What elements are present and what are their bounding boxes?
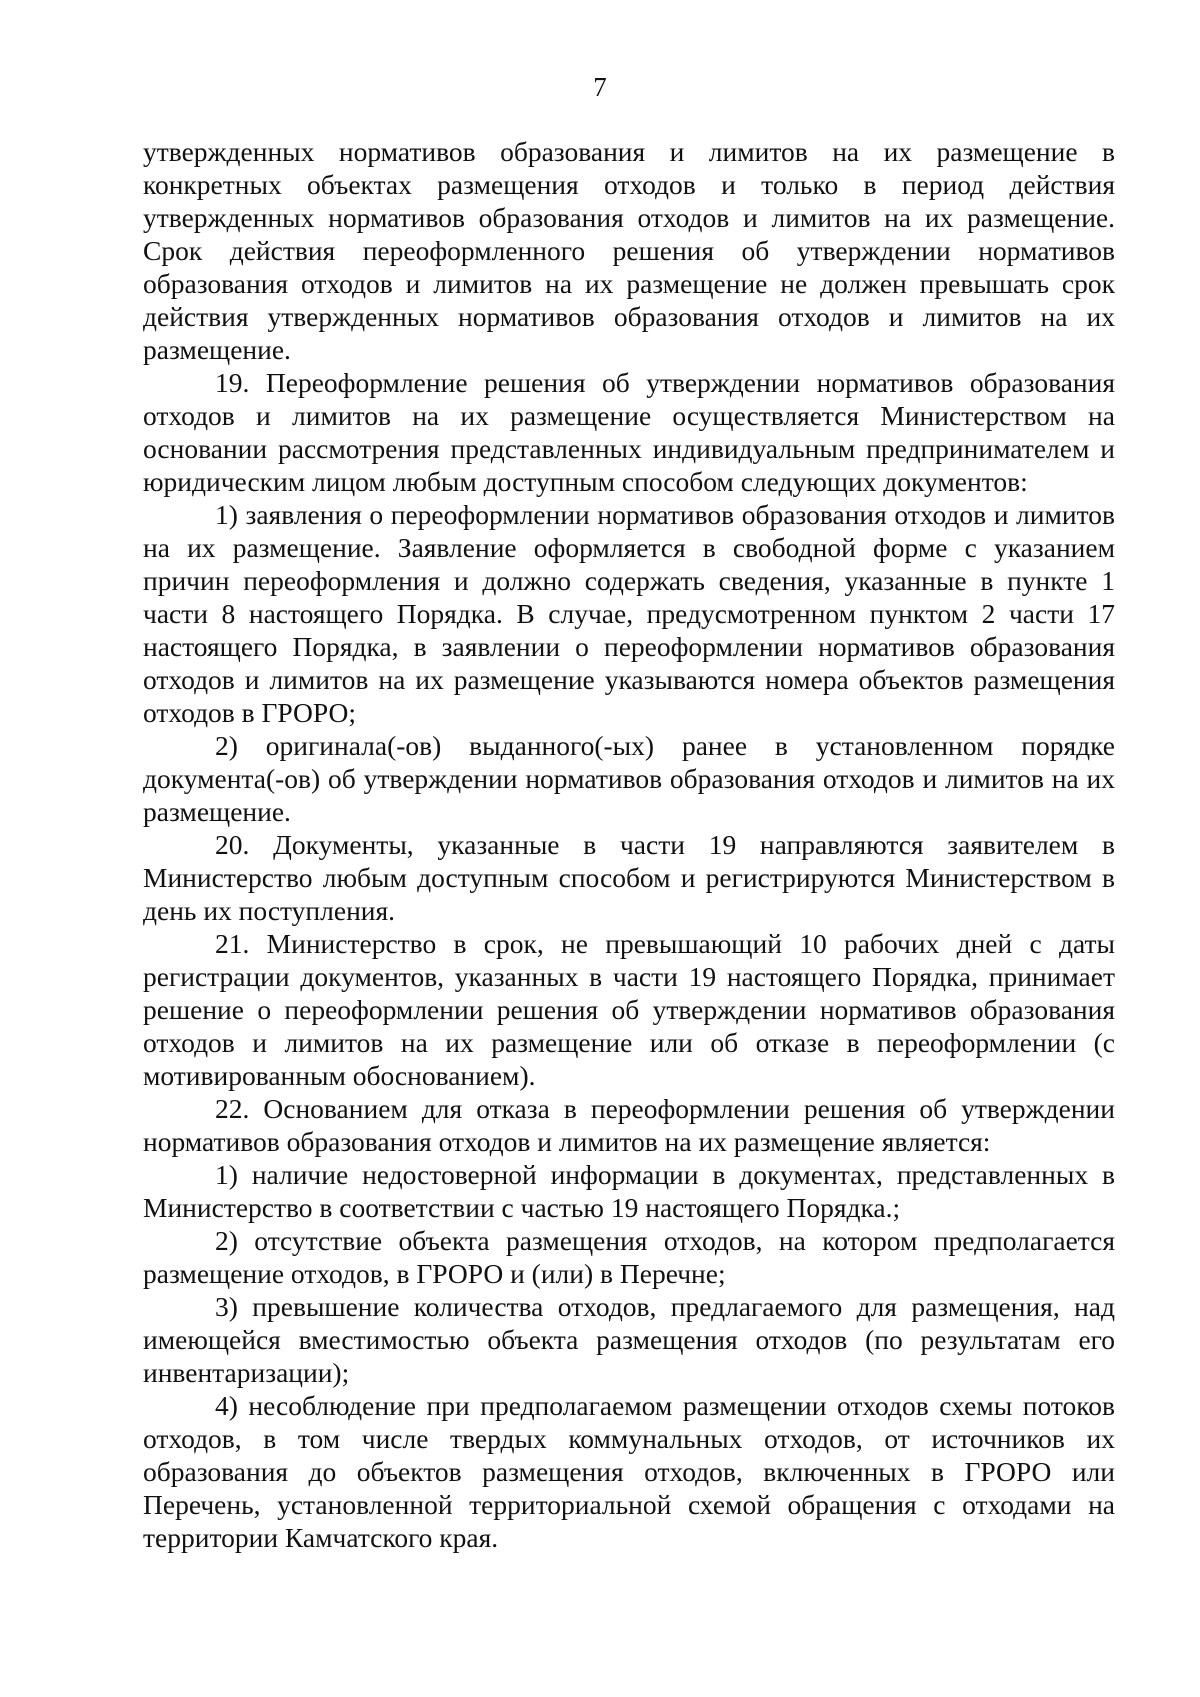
paragraph-22-item-4: 4) несоблюдение при предполагаемом размещении отходов схемы потоков отходов, в том числе твердых коммунальных отходов, от источников их образования до объектов размещения отходов, включенных в ГРОРО или Перечень, установленной территориальной схемой обращения с отходами на территории Камчатского края. <box>143 1390 1115 1553</box>
paragraph-22-item-3: 3) превышение количества отходов, предлагаемого для размещения, над имеющейся вместимостью объекта размещения отходов (по результатам его инвентаризации); <box>143 1291 1115 1388</box>
paragraph-continuation: утвержденных нормативов образования и лимитов на их размещение в конкретных объектах размещения отходов и только в период действия утвержденных нормативов образования отходов и лимитов на их размещение. Срок действия переоформленного решения об утверждении нормативов образования отходов и лимитов на их размещение не должен превышать срок действия утвержденных нормативов образования отходов и лимитов на их размещение. <box>143 136 1115 365</box>
paragraph-22-item-2: 2) отсутствие объекта размещения отходов, на котором предполагается размещение отходов, в ГРОРО и (или) в Перечне; <box>143 1225 1115 1289</box>
paragraph-20: 20. Документы, указанные в части 19 направляются заявителем в Министерство любым доступным способом и регистрируются Министерством в день их поступления. <box>143 829 1115 926</box>
paragraph-19-item-2: 2) оригинала(-ов) выданного(-ых) ранее в установленном порядке документа(-ов) об утверждении нормативов образования отходов и лимитов на их размещение. <box>143 730 1115 827</box>
paragraph-22-item-1: 1) наличие недостоверной информации в документах, представленных в Министерство в соответствии с частью 19 настоящего Порядка.; <box>143 1159 1115 1223</box>
paragraph-22: 22. Основанием для отказа в переоформлении решения об утверждении нормативов образования отходов и лимитов на их размещение является: <box>143 1093 1115 1157</box>
paragraph-21: 21. Министерство в срок, не превышающий 10 рабочих дней с даты регистрации документов, указанных в части 19 настоящего Порядка, принимает решение о переоформлении решения об утверждении нормативов образования отходов и лимитов на их размещение или об отказе в переоформлении (с мотивированным обоснованием). <box>143 928 1115 1091</box>
document-body <box>143 135 1115 1554</box>
page-number: 7 <box>593 72 607 102</box>
paragraph-19-item-1: 1) заявления о переоформлении нормативов образования отходов и лимитов на их размещение. Заявление оформляется в свободной форме с указанием причин переоформления и должно содержать сведения, указанные в пункте 1 части 8 настоящего Порядка. В случае, предусмотренном пунктом 2 части 17 настоящего Порядка, в заявлении о переоформлении нормативов образования отходов и лимитов на их размещение указываются номера объектов размещения отходов в ГРОРО; <box>143 499 1115 728</box>
paragraph-19: 19. Переоформление решения об утверждении нормативов образования отходов и лимитов на их размещение осуществляется Министерством на основании рассмотрения представленных индивидуальным предпринимателем и юридическим лицом любым доступным способом следующих документов: <box>143 367 1115 497</box>
